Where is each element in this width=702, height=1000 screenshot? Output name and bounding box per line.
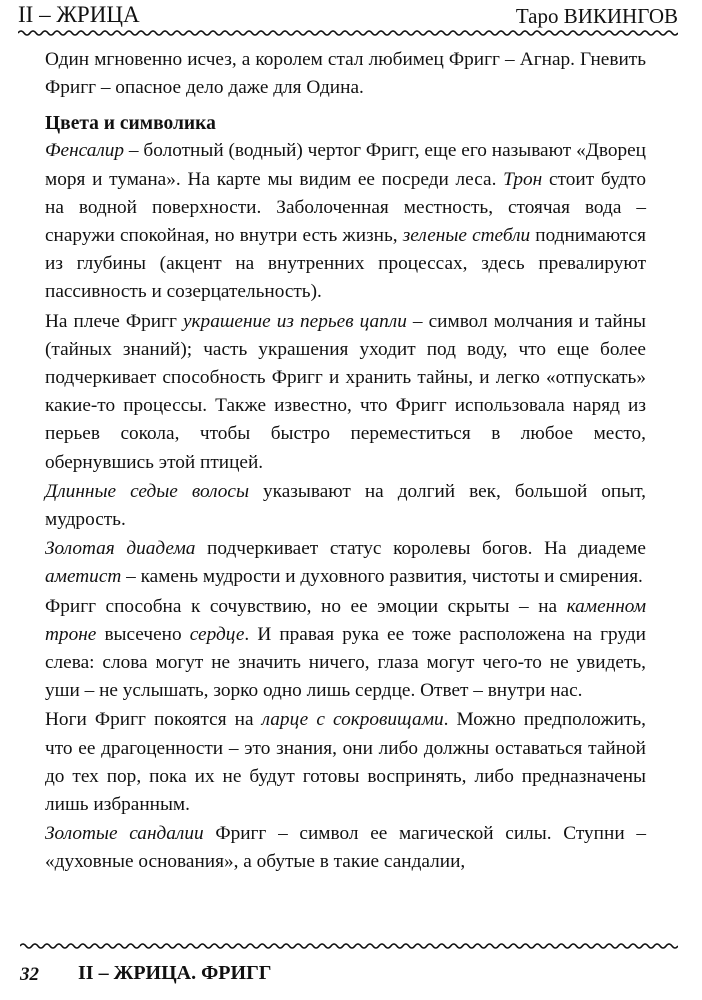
running-header (18, 0, 678, 34)
italic-term: Золотые сандалии (45, 823, 204, 845)
italic-term: Длинные седые волосы (45, 480, 250, 502)
footer-section-title: II – ЖРИЦА. ФРИГГ (78, 962, 272, 984)
paragraph-hair: Длинные седые волосы указывают на долгий век, большой опыт, мудрость. (45, 480, 646, 531)
page-footer (20, 940, 678, 1000)
italic-term: Фенсалир (45, 140, 125, 162)
italic-term: ларце с сокровищами (261, 709, 444, 731)
page-body (45, 46, 646, 877)
footer-wavy-rule (20, 942, 678, 950)
italic-term: каменном троне (45, 595, 646, 645)
paragraph-heart: Фригг способна к сочувствию, но ее эмоции скрыты – на каменном троне высечено сердце. И правая рука ее тоже расположена на груди слева: слова могут не значить ничего, глаза могут чего-то не увидеть, уши – не услышать, зорко одно лишь сердце. Ответ – внутри нас. (45, 595, 646, 702)
italic-term: сердце (189, 623, 245, 645)
paragraph-intro: Один мгновенно исчез, а королем стал любимец Фригг – Агнар. Гневить Фригг – опасное дело даже для Одина. (45, 49, 646, 99)
italic-term: зеленые стебли (402, 225, 531, 247)
italic-term: Трон (503, 168, 543, 190)
header-wavy-rule (18, 29, 678, 37)
header-book-title: Таро ВИКИНГОВ (515, 4, 678, 28)
paragraph-heron-feathers: На плече Фригг украшение из перьев цапли – символ молчания и тайны (тайных знаний); часть украшения уходит под воду, что еще более подчеркивает способность Фригг и хранить тайны, и легко «отпускать» какие-то процессы. Также известно, что Фригг использовала наряд из перьев сокола, чтобы быстро переместиться в любое место, обернувшись этой птицей. (45, 310, 646, 473)
section-heading: Цвета и символика (45, 113, 216, 135)
paragraph-fensalir: Фенсалир – болотный (водный) чертог Фригг, еще его называют «Дворец моря и тумана». На карте мы видим ее посреди леса. Трон стоит будто на водной поверхности. Заболоченная местность, стоячая вода – снаружи спокойная, но внутри есть жизнь, зеленые стебли поднимаются из глубины (акцент на внутренних процессах, здесь превалируют пассивность и созерцательность). (45, 140, 646, 303)
page-number: 32 (20, 964, 39, 985)
italic-term: украшение из перьев цапли (182, 310, 407, 332)
header-section-title: II – ЖРИЦА (18, 2, 140, 27)
paragraph-diadem: Золотая диадема подчеркивает статус королевы богов. На диадеме аметист – камень мудрости и духовного развития, чистоты и смирения. (45, 538, 646, 588)
italic-term: аметист (45, 566, 122, 588)
italic-term: Золотая диадема (45, 538, 196, 560)
paragraph-treasure-chest: Ноги Фригг покоятся на ларце с сокровищами. Можно предположить, что ее драгоценности – это знания, они либо должны оставаться тайной до тех пор, пока их не будут готовы воспринять, либо предназначены лишь избранным. (45, 709, 646, 816)
paragraph-sandals: Золотые сандалии Фригг – символ ее магической силы. Ступни – «духовные основания», а обутые в такие сандалии, (45, 823, 646, 873)
